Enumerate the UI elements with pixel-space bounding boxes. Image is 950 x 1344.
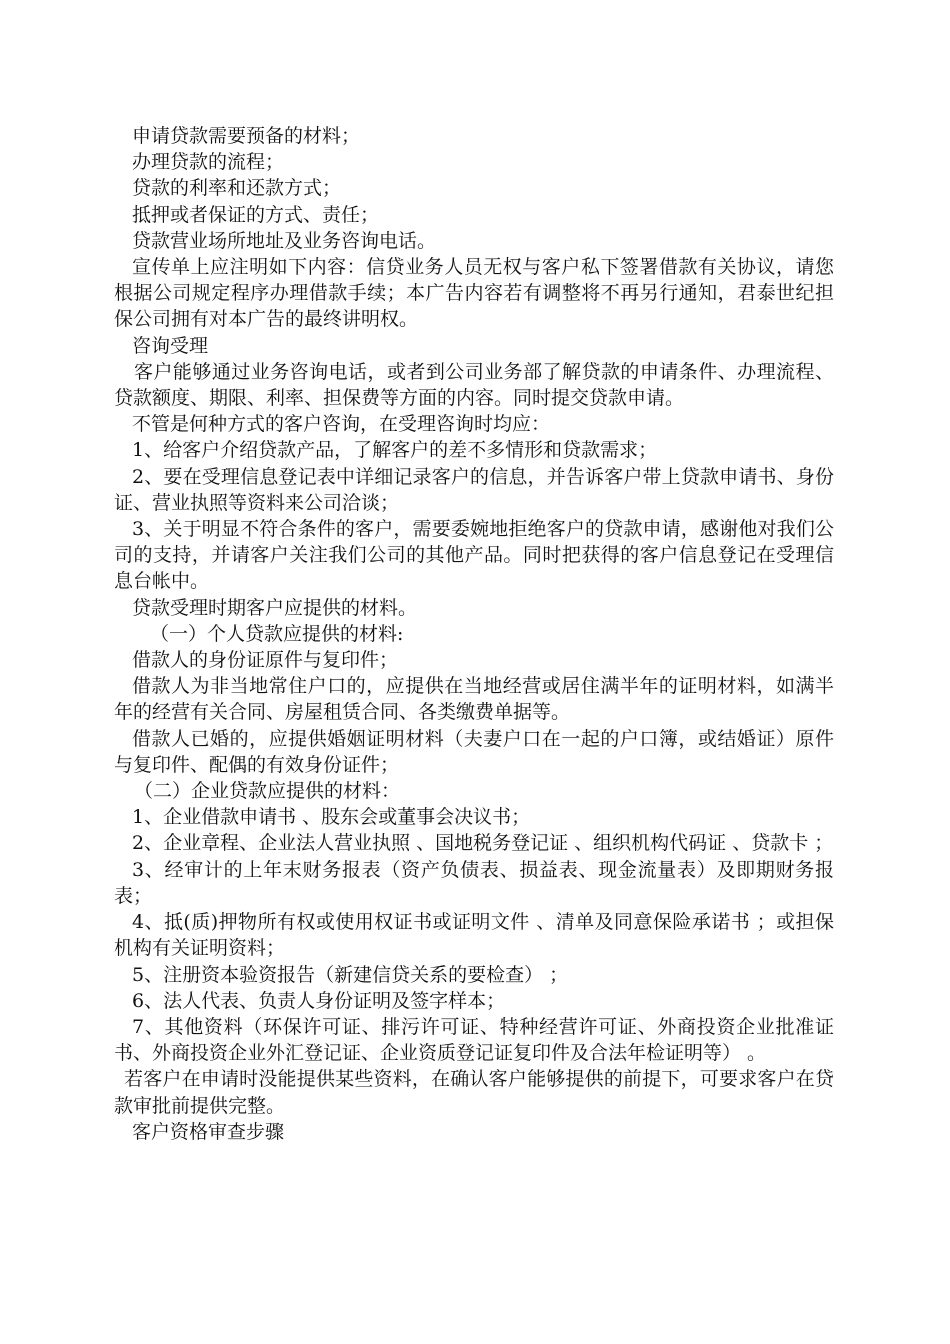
paragraph-materials: 申请贷款需要预备的材料； [132, 125, 361, 147]
paragraph-flyer-notice: 宣传单上应注明如下内容：信贷业务人员无权与客户私下签署借款有关协议，请您根据公司规定程序办理借款手续；本广告内容若有调整将不再另行通知，君泰世纪担保公司拥有对本广告的最终讲明权。 [114, 256, 834, 331]
paragraph-personal-residence: 借款人为非当地常住户口的，应提供在当地经营或居住满半年的证明材料，如满半年的经营有关合同、房屋租赁合同、各类缴费单据等。 [114, 675, 834, 724]
list-item-enterprise-3: 3、经审计的上年末财务报表（资产负债表、损益表、现金流量表）及即期财务报表； [114, 858, 834, 907]
paragraph-consult-rules: 不管是何种方式的客户咨询，在受理咨询时均应： [132, 413, 551, 436]
section-heading-consult: 咨询受理 [132, 334, 209, 357]
list-item-consult-3: 3、关于明显不符合条件的客户，需要委婉地拒绝客户的贷款申请，感谢他对我们公司的支持，并请客户关注我们公司的其他产品。同时把获得的客户信息登记在受理信息台帐中。 [114, 518, 834, 593]
subheading-enterprise: （二）企业贷款应提供的材料： [134, 780, 401, 803]
paragraph-missing-materials: 若客户在申请时没能提供某些资料，在确认客户能够提供的前提下，可要求客户在贷款审批前提供完整。 [114, 1068, 834, 1117]
paragraph-guarantee: 抵押或者保证的方式、责任； [132, 203, 380, 226]
list-item-consult-1: 1、给客户介绍贷款产品，了解客户的差不多情形和贷款需求； [132, 439, 658, 462]
list-item-enterprise-2: 2、企业章程、企业法人营业执照 、国地税务登记证 、组织机构代码证 、贷款卡 ； [132, 832, 834, 855]
list-item-enterprise-7: 7、其他资料（环保许可证、排污许可证、特种经营许可证、外商投资企业批准证书、外商投资企业外汇登记证、企业资质登记证复印件及合法年检证明等） 。 [114, 1015, 834, 1065]
paragraph-process: 办理贷款的流程； [132, 151, 285, 174]
paragraph-personal-id: 借款人的身份证原件与复印件； [132, 649, 399, 672]
document-body [114, 123, 834, 1145]
list-item-enterprise-6: 6、法人代表、负责人身份证明及签字样本； [132, 989, 506, 1012]
section-heading-review: 客户资格审查步骤 [132, 1120, 285, 1143]
subheading-personal: （一）个人贷款应提供的材料: [150, 622, 404, 645]
list-item-consult-2: 2、要在受理信息登记表中详细记录客户的信息，并告诉客户带上贷款申请书、身份证、营业执照等资料来公司洽谈； [114, 465, 834, 514]
paragraph-address: 贷款营业场所地址及业务咨询电话。 [132, 229, 437, 252]
list-item-enterprise-1: 1、企业借款申请书 、股东会或董事会决议书； [132, 806, 531, 829]
list-item-enterprise-4: 4、抵(质)押物所有权或使用权证书或证明文件 、清单及同意保险承诺书 ；或担保机构有关证明资料； [114, 911, 834, 960]
section-heading-materials: 贷款受理时期客户应提供的材料。 [132, 596, 418, 619]
list-item-enterprise-5: 5、注册资本验资报告（新建信贷关系的要检查） ； [132, 963, 569, 986]
paragraph-personal-marriage: 借款人已婚的，应提供婚姻证明材料（夫妻户口在一起的户口簿，或结婚证）原件与复印件、配偶的有效身份证件； [114, 727, 834, 776]
paragraph-rate: 贷款的利率和还款方式； [132, 177, 342, 200]
paragraph-consult-intro: 客户能够通过业务咨询电话，或者到公司业务部了解贷款的申请条件、办理流程、贷款额度、期限、利率、担保费等方面的内容。同时提交贷款申请。 [114, 360, 834, 410]
